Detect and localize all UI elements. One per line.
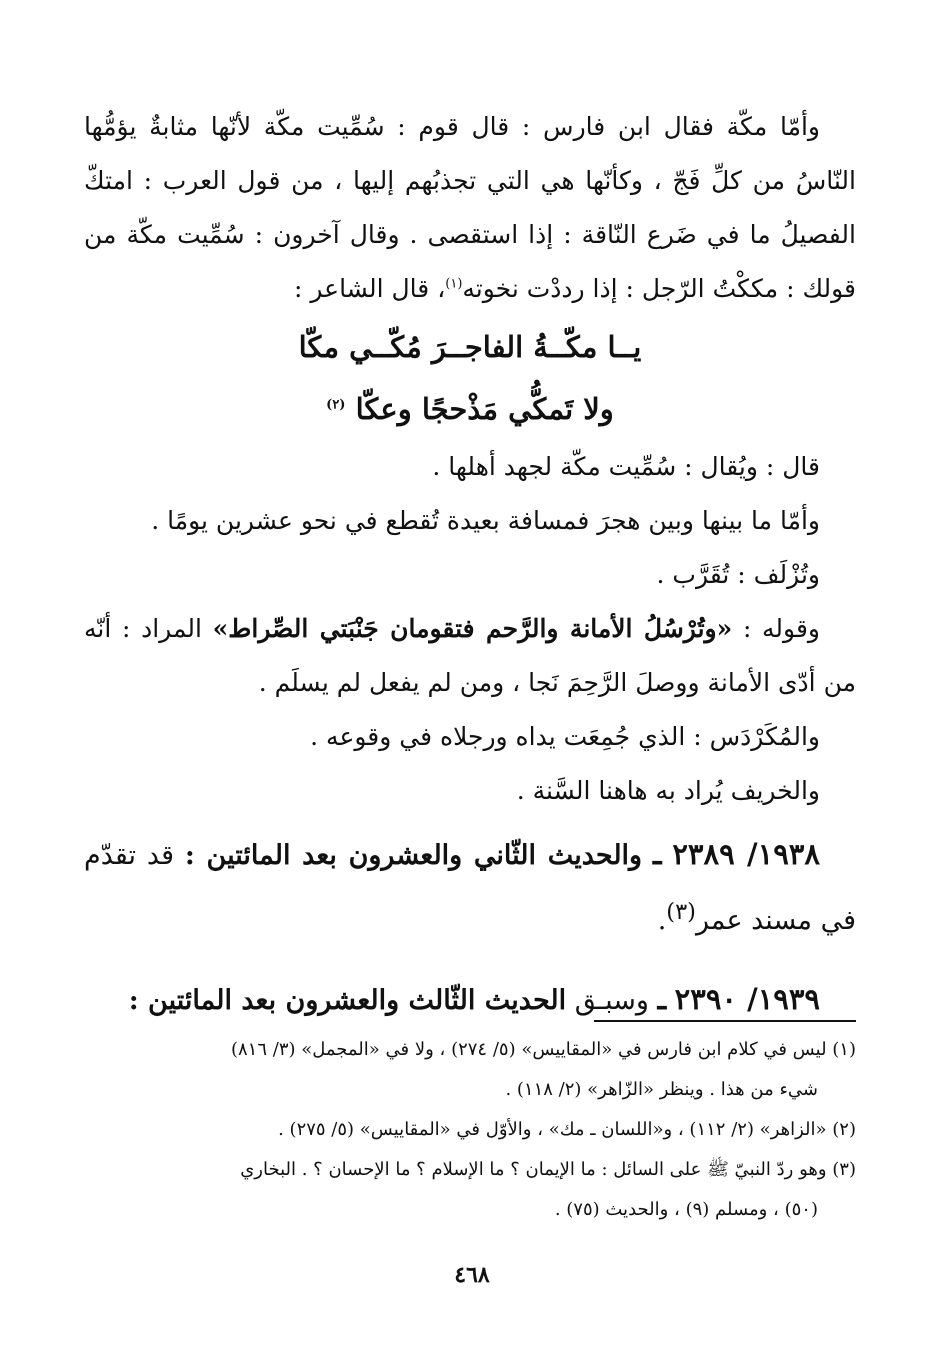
entry-title: والحديث الثّاني والعشرون بعد المائتين : [184, 840, 643, 871]
text-line: مكّة من قولك : مككْتُ الرّجل : إذا رددْت نخوته [84, 220, 856, 303]
footnote-1-continued: شيء من هذا . وينظر «الزّاهر» (٢/ ١١٨) . [505, 1079, 818, 1100]
paragraph-mukardas: والمُكَرْدَس : الذي جُمِعَت يداه ورجلاه في وقوعه . [310, 722, 820, 751]
paragraph-named-for-hardship: قال : ويُقال : سُمِّيت مكّة لجهد أهلها . [432, 452, 820, 481]
text-line: النّاسُ من كلِّ فَجّ ، وكأنّها هي التي تجذبُهم إليها ، من قول العرب : [143, 166, 856, 195]
poem-verse-2 [84, 378, 856, 440]
entry-number: ١٩٣٩/ ٢٣٩٠ [674, 982, 820, 1016]
paragraph-distance-hajar: وأمّا ما بينها وبين هجرَ فمسافة بعيدة تُقطع في نحو عشرين يومًا . [151, 506, 820, 535]
footnote-marker[interactable]: (١) [445, 276, 463, 292]
entry-title-prefix: وسبـق [574, 985, 649, 1016]
entry-dash: ـ [657, 982, 667, 1016]
verse-text: ولا تَمكُّي مَذْحجًا وعكّا [355, 392, 614, 426]
hadith-quote: «وتُرْسُلُ الأمانة والرَّحم فتقومان جَنْبَتي الصِّراط» [212, 614, 733, 643]
entry-number: ١٩٣٨/ ٢٣٨٩ [672, 837, 820, 871]
page-number: ٤٦٨ [454, 1262, 490, 1288]
footnote-2: (٢) «الزاهر» (٢/ ١١٢) ، و«اللسان ـ مك» ، والأوّل في «المقاييس» (٥/ ٢٧٥) . [278, 1119, 856, 1140]
paragraph-kharif: والخريف يُراد به هاهنا السَّنة . [516, 776, 820, 805]
footnote-marker[interactable]: (٢) [326, 397, 346, 413]
text-line: أنّه من أدّى الأمانة ووصلَ الرَّحِمَ نَجا ، ومن لم يفعل لم يسلَم . [84, 614, 856, 697]
text-fragment: المراد : [121, 614, 202, 643]
footnote-separator [594, 1020, 856, 1022]
text-fragment: وقوله : [742, 614, 820, 643]
entry-end: . [657, 905, 667, 936]
text-line: امتكّ الفصيلُ ما في ضَرع النّاقة : إذا استقصى . وقال آخرون : سُمِّيت [84, 166, 856, 249]
paragraph-makkah-etymology [84, 100, 856, 316]
poem-verse-1: يــا مكّــةُ الفاجــرَ مُكّــي مكّا [298, 330, 642, 364]
footnotes [84, 1030, 856, 1230]
hadith-entry-1938 [84, 826, 856, 949]
text-line: ، قال الشاعر : [294, 274, 446, 303]
paragraph-amanah-rahim [84, 602, 856, 710]
footnote-line: (١) ليس في كلام ابن فارس في «المقاييس» (٥/ ٢٧٤) ، ولا في «المجمل» (٣/ ٨١٦) [230, 1039, 856, 1060]
footnote-marker[interactable]: (٣) [666, 899, 696, 925]
footnote-3: (٣) وهو ردّ النبيّ ﷺ على السائل : ما الإيمان ؟ ما الإسلام ؟ ما الإحسان ؟ . البخاري [240, 1159, 856, 1180]
page-body [84, 100, 856, 1029]
entry-text: قد تقدّم في مسند عمر [84, 840, 856, 936]
footnote-1 [84, 1030, 856, 1070]
footnote-3-continued: (٥٠) ، ومسلم (٩) ، والحديث (٧٥) . [554, 1199, 818, 1220]
paragraph-tuzlaf: وتُزْلَف : تُقَرَّب . [656, 560, 820, 589]
entry-title: الحديث الثّالث والعشرون بعد المائتين : [128, 985, 567, 1016]
entry-dash: ـ [652, 837, 662, 871]
text-line: وأمّا مكّة فقال ابن فارس : قال قوم : سُمِّيت مكّة لأنّها مثابةٌ يؤمُّها [84, 112, 820, 141]
